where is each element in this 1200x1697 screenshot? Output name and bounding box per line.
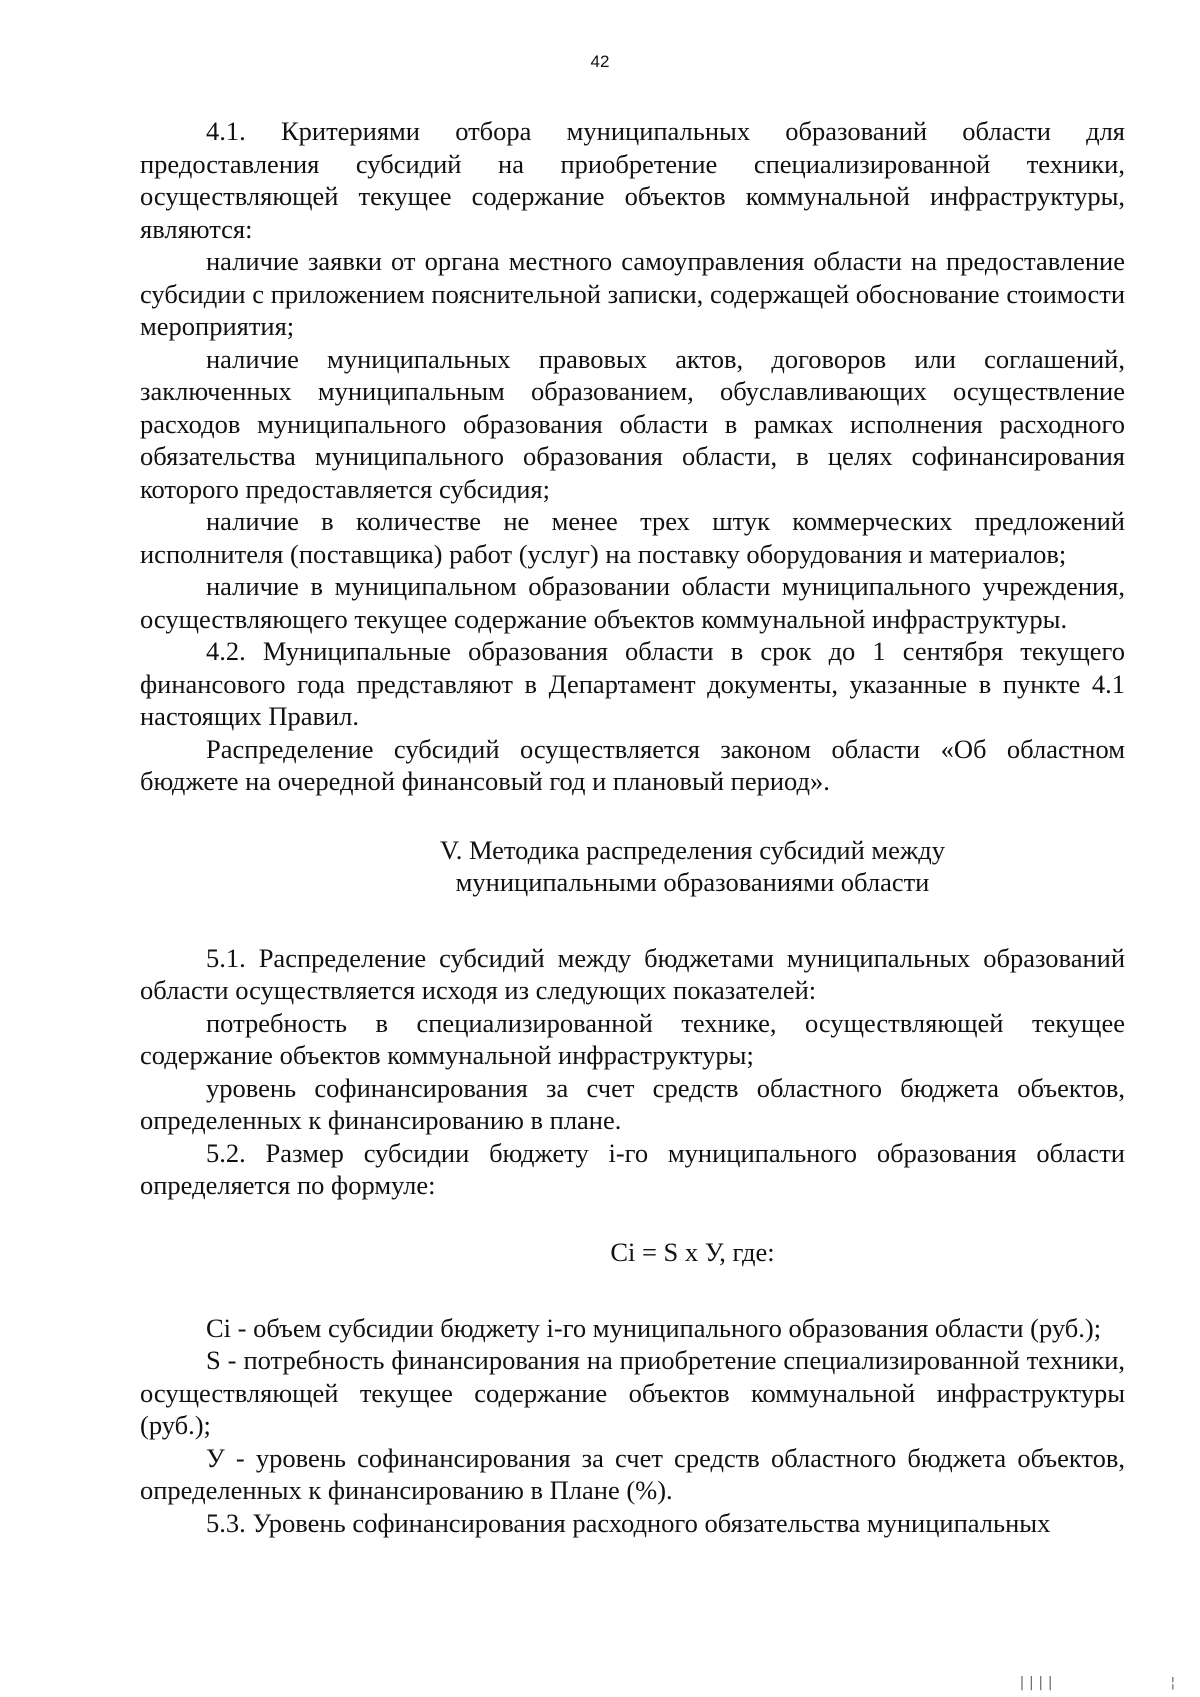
definition-u: У - уровень софинансирования за счет средств областного бюджета объектов, определенных к финансированию в Плане (%). [140,1442,1125,1505]
section-heading [140,834,1125,898]
paragraph-5-2: 5.2. Размер субсидии бюджету i-го муниципального образования области определяется по формуле: [140,1137,1125,1200]
criteria-item-application: наличие заявки от органа местного самоуправления области на предоставление субсидии с приложением пояснительной записки, содержащей обоснование стоимости мероприятия; [140,246,1125,341]
criteria-item-legal-acts: наличие муниципальных правовых актов, договоров или соглашений, заключенных муниципальным образованием, обуславливающих осуществление расходов муниципального образования области в рамках исполнения расходного обязательства муниципального образования области, в целях софинансирования которого предоставляется субсидия; [140,343,1125,504]
paragraph-5-3: 5.3. Уровень софинансирования расходного обязательства муниципальных [206,1507,1051,1538]
paragraph-4-2: 4.2. Муниципальные образования области в срок до 1 сентября текущего финансового года представляют в Департамент документы, указанные в пункте 4.1 настоящих Правил. [140,636,1125,731]
criteria-item-municipal-institution: наличие в муниципальном образовании области муниципального учреждения, осуществляющего текущее содержание объектов коммунальной инфраструктуры. [140,571,1125,634]
section-title-line-1: V. Методика распределения субсидий между [439,834,945,865]
paragraph-5-1: 5.1. Распределение субсидий между бюджетами муниципальных образований области осуществляется исходя из следующих показателей: [140,942,1125,1005]
formula: Сi = S х У, где: [610,1236,775,1267]
definition-s: S - потребность финансирования на приобретение специализированной техники, осуществляющей текущее содержание объектов коммунальной инфраструктуры (руб.); [140,1345,1125,1440]
page-number: 42 [590,52,610,71]
paragraph-distribution-law: Распределение субсидий осуществляется законом области «Об областном бюджете на очередной финансовый год и плановый период». [140,733,1125,796]
document-body [140,115,1125,1539]
indicator-item-cofinancing: уровень софинансирования за счет средств областного бюджета объектов, определенных к финансированию в плане. [140,1072,1125,1135]
definition-ci: Сi - объем субсидии бюджету i-го муниципального образования области (руб.); [206,1312,1102,1343]
section-title-line-2: муниципальными образованиями области [455,866,930,897]
scan-artifact-marks: |||| ¦ [1017,1675,1178,1691]
indicator-item-need: потребность в специализированной технике, осуществляющей текущее содержание объектов коммунальной инфраструктуры; [140,1007,1125,1070]
paragraph-4-1: 4.1. Критериями отбора муниципальных образований области для предоставления субсидий на приобретение специализированной техники, осуществляющей текущее содержание объектов коммунальной инфраструктуры, являются: [140,116,1125,244]
criteria-item-commercial-offers: наличие в количестве не менее трех штук коммерческих предложений исполнителя (поставщика) работ (услуг) на поставку оборудования и материалов; [140,506,1125,569]
